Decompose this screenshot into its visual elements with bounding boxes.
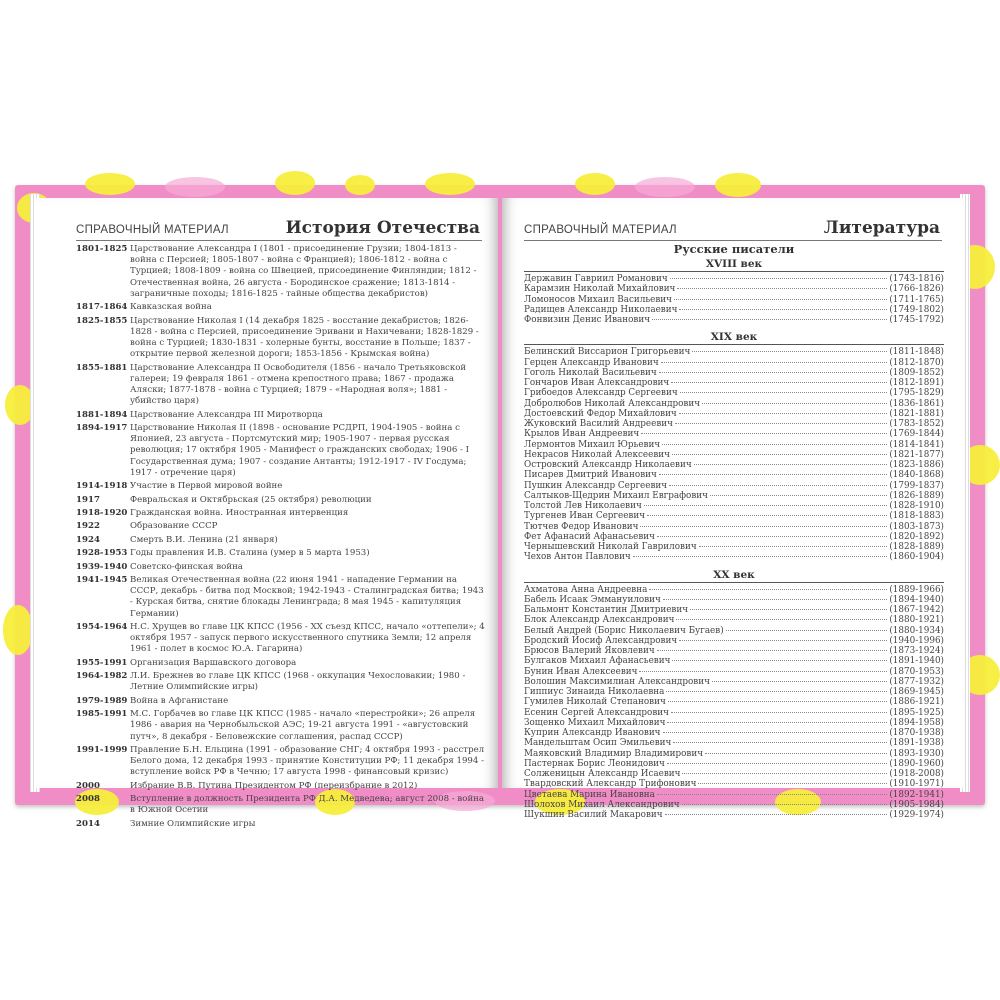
writer-name: Пушкин Александр Сергеевич	[524, 480, 668, 491]
history-date: 1941-1945	[76, 574, 128, 585]
dot-leader	[669, 485, 887, 486]
writer-years: (1860-1904)	[889, 552, 944, 563]
history-text: Вступление в должность Президента РФ Д.А. Медведева; август 2008 - война в Южной Осетии	[130, 794, 485, 816]
writer-name: Белый Андрей (Борис Николаевич Бугаев)	[524, 625, 724, 636]
dot-leader	[692, 351, 887, 352]
century-heading: XX век	[524, 569, 944, 583]
writer-row	[524, 738, 944, 748]
writer-years: (1818-1883)	[889, 511, 944, 522]
dot-leader	[640, 526, 887, 527]
left-page-header	[76, 212, 482, 241]
dot-leader	[633, 556, 888, 557]
writer-years: (1823-1886)	[889, 460, 944, 470]
writer-row	[524, 419, 944, 429]
writer-years: (1821-1881)	[889, 408, 944, 419]
century-heading: XVIII век	[524, 258, 944, 272]
writer-name: Белинский Виссарион Григорьевич	[524, 347, 691, 358]
right-page	[502, 198, 964, 820]
writer-years: (1803-1873)	[889, 521, 944, 532]
dot-leader	[682, 804, 888, 805]
writer-name: Блок Александр Александрович	[524, 615, 675, 626]
writer-row	[524, 429, 944, 439]
writer-row	[524, 800, 944, 810]
writer-row	[524, 470, 944, 480]
writer-row	[524, 378, 944, 388]
history-text: Кавказская война	[130, 302, 212, 313]
history-date: 1855-1881	[76, 362, 128, 373]
writer-name: Бунин Иван Алексеевич	[524, 666, 638, 677]
history-date: 2014	[76, 818, 100, 829]
writer-name: Бродский Иосиф Александрович	[524, 635, 678, 646]
writer-row	[524, 409, 944, 419]
history-date: 1918-1920	[76, 507, 128, 518]
writer-name: Жуковский Василий Андреевич	[524, 419, 673, 429]
writer-name: Тютчев Федор Иванович	[524, 521, 639, 532]
writer-row	[524, 790, 944, 800]
writer-row	[524, 749, 944, 759]
writer-row	[524, 347, 944, 357]
dot-leader	[657, 536, 887, 537]
history-date: 1954-1964	[76, 621, 128, 632]
writer-row	[524, 605, 944, 615]
writer-years: (1711-1765)	[889, 294, 944, 305]
history-text: Зимние Олимпийские игры	[130, 818, 256, 829]
dot-leader	[659, 474, 888, 475]
header-label: СПРАВОЧНЫЙ МАТЕРИАЛ	[76, 224, 229, 236]
dot-leader	[673, 742, 887, 743]
writer-name: Гоголь Николай Васильевич	[524, 367, 657, 378]
writer-name: Тургенев Иван Сергеевич	[524, 511, 646, 522]
writer-row	[524, 440, 944, 450]
history-row	[76, 794, 486, 816]
history-text: Война в Афганистане	[130, 695, 229, 706]
writer-years: (1826-1889)	[889, 490, 944, 501]
history-row	[76, 495, 486, 506]
writer-row	[524, 810, 944, 820]
writer-name: Гиппиус Зинаида Николаевна	[524, 687, 665, 697]
writer-row	[524, 552, 944, 562]
writer-name: Зощенко Михаил Михайлович	[524, 717, 666, 728]
writer-years: (1812-1891)	[889, 378, 944, 388]
writer-name: Островский Александр Николаевич	[524, 460, 692, 470]
writer-row	[524, 295, 944, 305]
dot-leader	[694, 464, 888, 465]
dot-leader	[668, 701, 888, 702]
history-text: Участие в Первой мировой войне	[130, 481, 283, 492]
writer-years: (1766-1826)	[889, 284, 944, 295]
writer-years: (1894-1940)	[889, 594, 944, 605]
writer-years: (1891-1938)	[889, 738, 944, 749]
history-date: 1914-1918	[76, 481, 128, 492]
writer-row	[524, 595, 944, 605]
dot-leader	[649, 589, 887, 590]
history-date: 1955-1991	[76, 657, 128, 668]
history-date: 1979-1989	[76, 695, 128, 706]
history-text: Избрание В.В. Путина Президентом РФ (переизбрание в 2012)	[130, 780, 418, 791]
history-date: 1924	[76, 534, 100, 545]
century-heading: XIX век	[524, 331, 944, 345]
writer-name: Толстой Лев Николаевич	[524, 501, 642, 511]
writer-name: Ахматова Анна Андреевна	[524, 584, 648, 595]
writer-years: (1811-1848)	[889, 347, 944, 358]
dot-leader	[676, 619, 887, 620]
history-text: Царствование Александра II Освободителя (1856 - начало Третьяковской галереи; 19 февраля 1861 - отмена крепостного права; 1867 - продажа Аляски; 1877-1878 - война с Турцией; 1879 - «Народная воля»; 1881 - убийство царя)	[130, 362, 467, 407]
history-date: 1922	[76, 521, 100, 532]
dot-leader	[670, 278, 888, 279]
history-text: Гражданская война. Иностранная интервенция	[130, 507, 349, 518]
writer-row	[524, 460, 944, 470]
writer-years: (1890-1960)	[889, 758, 944, 769]
history-date: 1917	[76, 494, 100, 505]
history-row	[76, 575, 486, 620]
history-row	[76, 658, 486, 669]
dot-leader	[672, 660, 887, 661]
writer-name: Достоевский Федор Михайлович	[524, 408, 677, 419]
writer-row	[524, 697, 944, 707]
history-date: 2008	[76, 794, 100, 805]
writer-years: (1873-1924)	[889, 646, 944, 656]
left-page	[36, 198, 498, 829]
history-row	[76, 316, 486, 361]
writer-years: (1880-1934)	[889, 625, 944, 636]
writer-name: Добролюбов Николай Александрович	[524, 398, 701, 409]
writer-name: Шолохов Михаил Александрович	[524, 799, 680, 810]
writer-years: (1886-1921)	[889, 697, 944, 708]
history-date: 1991-1999	[76, 744, 128, 755]
writer-row	[524, 481, 944, 491]
writer-years: (1769-1844)	[889, 429, 944, 440]
history-text: Царствование Николая II (1898 - основание РСДРП, 1904-1905 - война с Японией, 23 августа - Портсмутский мир; 1905-1907 - первая русская революция; 17 октября 1905 - Манифест о гражданских свободах; 1906 - I Государственная дума; 1907 - создание Антанты; 1912-1917 - IV Госдума; 1917 - отречение царя)	[130, 422, 470, 478]
dot-leader	[665, 814, 888, 815]
history-text: Смерть В.И. Ленина (21 января)	[130, 534, 278, 545]
writer-years: (1880-1921)	[889, 615, 944, 626]
history-date: 1881-1894	[76, 409, 128, 420]
writer-row	[524, 388, 944, 398]
dot-leader	[652, 319, 887, 320]
writer-years: (1877-1932)	[889, 676, 944, 687]
writer-years: (1814-1841)	[889, 439, 944, 450]
writer-row	[524, 542, 944, 552]
dot-leader	[705, 753, 887, 754]
writer-years: (1895-1925)	[889, 707, 944, 718]
writer-years: (1929-1974)	[889, 810, 944, 820]
writer-name: Фет Афанасий Афанасьевич	[524, 531, 655, 542]
dot-leader	[675, 423, 887, 424]
writer-row	[524, 585, 944, 595]
writer-row	[524, 399, 944, 409]
writer-name: Ломоносов Михаил Васильевич	[524, 294, 672, 305]
writer-name: Есенин Сергей Александрович	[524, 707, 669, 718]
history-date: 1825-1855	[76, 315, 128, 326]
dot-leader	[657, 794, 887, 795]
writer-years: (1820-1892)	[889, 531, 944, 542]
writer-name: Гончаров Иван Александрович	[524, 378, 670, 388]
history-timeline	[76, 244, 486, 832]
dot-leader	[680, 392, 888, 393]
writer-row	[524, 358, 944, 368]
history-date: 1964-1982	[76, 671, 128, 682]
writer-years: (1783-1852)	[889, 419, 944, 429]
writer-name: Карамзин Николай Михайлович	[524, 284, 676, 295]
writer-name: Лермонтов Михаил Юрьевич	[524, 439, 661, 450]
dot-leader	[682, 773, 887, 774]
writer-name: Салтыков-Щедрин Михаил Евграфович	[524, 490, 708, 501]
writer-row	[524, 718, 944, 728]
writer-years: (1889-1966)	[889, 584, 944, 595]
history-row	[76, 481, 486, 492]
writer-row	[524, 511, 944, 521]
history-row	[76, 562, 486, 573]
writer-name: Твардовский Александр Трифонович	[524, 779, 697, 790]
header-label: СПРАВОЧНЫЙ МАТЕРИАЛ	[524, 224, 677, 236]
writer-row	[524, 532, 944, 542]
dot-leader	[647, 515, 887, 516]
writer-name: Маяковский Владимир Владимирович	[524, 748, 704, 759]
dot-leader	[710, 495, 887, 496]
history-row	[76, 671, 486, 693]
history-date: 1928-1953	[76, 548, 128, 559]
writer-years: (1905-1984)	[889, 799, 944, 810]
writer-years: (1743-1816)	[889, 274, 944, 284]
dot-leader	[662, 444, 887, 445]
writer-row	[524, 626, 944, 636]
page-title: Литература	[823, 218, 940, 238]
history-text: Правление Б.Н. Ельцина (1991 - образование СНГ; 4 октября 1993 - расстрел Белого дома, 12 декабря 1993 - принятие Конституции РФ; 11 декабря 1994 - вступление войск РФ в Чечню; 17 августа 1998 - финансовый кризис)	[130, 744, 485, 778]
writer-row	[524, 315, 944, 325]
writer-name: Герцен Александр Иванович	[524, 357, 659, 368]
dot-leader	[661, 362, 888, 363]
dot-leader	[712, 681, 887, 682]
writer-years: (1893-1930)	[889, 748, 944, 759]
history-date: 1817-1864	[76, 302, 128, 313]
writer-years: (1894-1958)	[889, 717, 944, 728]
history-text: Н.С. Хрущев во главе ЦК КПСС (1956 - XX съезд КПСС, начало «оттепели»; 4 октября 1957 - запуск первого искусственного спутника Земли; 12 апреля 1961 - полет в космос Ю.А. Гагарина)	[130, 621, 485, 655]
history-row	[76, 696, 486, 707]
writer-row	[524, 284, 944, 294]
history-row	[76, 781, 486, 792]
writer-years: (1795-1829)	[889, 388, 944, 399]
dot-leader	[639, 671, 887, 672]
dot-leader	[672, 454, 887, 455]
history-text: Февральская и Октябрьская (25 октября) революции	[130, 494, 372, 505]
page-title: История Отечества	[285, 218, 480, 238]
writer-name: Волошин Максимилиан Александрович	[524, 676, 710, 687]
dot-leader	[667, 722, 887, 723]
writer-row	[524, 274, 944, 284]
history-text: Царствование Александра I (1801 - присоединение Грузии; 1804-1813 - война с Персией; 1805-1807 - война с Францией); 1806-1812 - война с Турцией; 1808-1809 - война со Швецией, присоединение Финляндии; 1812 - Отечественная война, 26 августа - Бородинское сражение; 1813-1814 - заграничные походы; 1816-1825 - тайные общества декабристов)	[130, 244, 477, 299]
history-row	[76, 508, 486, 519]
writer-row	[524, 501, 944, 511]
writer-years: (1809-1852)	[889, 367, 944, 378]
writer-row	[524, 646, 944, 656]
dot-leader	[726, 630, 888, 631]
history-date: 2000	[76, 780, 100, 791]
section-title: Русские писатели	[673, 242, 795, 256]
history-row	[76, 548, 486, 559]
writer-name: Некрасов Николай Алексеевич	[524, 449, 670, 460]
writer-row	[524, 779, 944, 789]
writer-name: Фонвизин Денис Иванович	[524, 315, 651, 325]
writer-name: Солженицын Александр Исаевич	[524, 769, 681, 779]
writer-name: Шукшин Василий Макарович	[524, 810, 663, 820]
dot-leader	[698, 783, 887, 784]
writer-row	[524, 708, 944, 718]
writer-row	[524, 491, 944, 501]
writer-row	[524, 769, 944, 779]
writer-name: Радищев Александр Николаевич	[524, 304, 678, 315]
writer-row	[524, 615, 944, 625]
writer-name: Чернышевский Николай Гаврилович	[524, 542, 697, 552]
dot-leader	[679, 640, 887, 641]
history-row	[76, 521, 486, 532]
writer-years: (1892-1941)	[889, 789, 944, 800]
writer-name: Брюсов Валерий Яковлевич	[524, 646, 655, 656]
writer-row	[524, 687, 944, 697]
writer-row	[524, 759, 944, 769]
history-date: 1801-1825	[76, 244, 128, 254]
dot-leader	[671, 712, 887, 713]
history-date: 1985-1991	[76, 709, 128, 720]
dot-leader	[667, 763, 888, 764]
history-text: Образование СССР	[130, 521, 218, 532]
writer-name: Куприн Александр Иванович	[524, 728, 661, 738]
dot-leader	[702, 403, 887, 404]
writer-row	[524, 305, 944, 315]
history-row	[76, 244, 486, 300]
history-text: М.С. Горбачев во главе ЦК КПСС (1985 - начало «перестройки»; 26 апреля 1986 - авария на Чернобыльской АЭС; 19-21 августа 1991 - «августовский путч», 8 декабря - Беловежские соглашения, распад СССР)	[130, 709, 476, 742]
writer-name: Чехов Антон Павлович	[524, 552, 631, 563]
dot-leader	[641, 433, 887, 434]
writer-years: (1869-1945)	[889, 687, 944, 697]
writer-years: (1891-1940)	[889, 656, 944, 667]
dot-leader	[677, 288, 887, 289]
history-text: Великая Отечественная война (22 июня 1941 - нападение Германии на СССР, декабрь - битва под Москвой; 1942-1943 - Сталинградская битва; 1943 - Курская битва, снятие блокады Ленинграда; 8 мая 1945 - капитуляция Германии)	[130, 574, 484, 619]
dot-leader	[679, 413, 888, 414]
writer-years: (1745-1792)	[889, 315, 944, 325]
history-row	[76, 535, 486, 546]
writer-row	[524, 667, 944, 677]
dot-leader	[679, 309, 887, 310]
dot-leader	[644, 505, 888, 506]
writer-years: (1821-1877)	[889, 449, 944, 460]
writer-years: (1840-1868)	[889, 470, 944, 481]
history-date: 1939-1940	[76, 561, 128, 572]
writer-years: (1828-1889)	[889, 542, 944, 552]
writer-row	[524, 728, 944, 738]
history-row	[76, 363, 486, 408]
history-row	[76, 819, 486, 830]
history-row	[76, 709, 486, 743]
history-text: Годы правления И.В. Сталина (умер в 5 марта 1953)	[130, 548, 370, 559]
history-row	[76, 423, 486, 479]
history-text: Царствование Николая I (14 декабря 1825 - восстание декабристов; 1826-1828 - война с Персией, присоединение Эривани и Нахичевани; 1828-1829 - война с Турцией; 1830-1831 - холерные бунты, восстание в Польше; 1837 - открытие первой железной дороги; 1853-1856 - Крымская война)	[130, 315, 479, 360]
writer-name: Грибоедов Александр Сергеевич	[524, 388, 678, 399]
writer-name: Бальмонт Константин Дмитриевич	[524, 605, 689, 615]
writer-row	[524, 677, 944, 687]
writer-name: Писарев Дмитрий Иванович	[524, 470, 657, 481]
history-text: Советско-финская война	[130, 561, 243, 572]
dot-leader	[671, 382, 887, 383]
writer-name: Булгаков Михаил Афанасьевич	[524, 656, 671, 667]
writer-name: Цветаева Марина Ивановна	[524, 789, 655, 800]
writer-years: (1812-1870)	[889, 357, 944, 368]
history-text: Организация Варшавского договора	[130, 657, 297, 668]
dot-leader	[659, 372, 888, 373]
writer-years: (1910-1971)	[889, 779, 944, 790]
writer-name: Гумилев Николай Степанович	[524, 697, 666, 708]
history-date: 1894-1917	[76, 422, 128, 433]
writer-name: Державин Гавриил Романович	[524, 274, 668, 284]
dot-leader	[663, 599, 888, 600]
history-row	[76, 622, 486, 656]
writer-row	[524, 656, 944, 666]
history-text: Царствование Александра III Миротворца	[130, 409, 323, 420]
dot-leader	[657, 650, 888, 651]
writer-row	[524, 636, 944, 646]
writer-years: (1870-1953)	[889, 666, 944, 677]
dot-leader	[663, 732, 888, 733]
writer-row	[524, 368, 944, 378]
writers-list	[524, 242, 944, 820]
writer-years: (1918-2008)	[889, 769, 944, 779]
writer-years: (1940-1996)	[889, 635, 944, 646]
dot-leader	[666, 691, 887, 692]
history-text: Л.И. Брежнев во главе ЦК КПСС (1968 - оккупация Чехословакии; 1980 - Летние Олимпийские игры)	[130, 671, 466, 693]
writer-years: (1799-1837)	[889, 480, 944, 491]
right-page-header	[524, 212, 942, 241]
history-row	[76, 745, 486, 779]
writer-years: (1828-1910)	[889, 501, 944, 511]
writer-name: Крылов Иван Андреевич	[524, 429, 640, 440]
writer-name: Пастернак Борис Леонидович	[524, 758, 665, 769]
dot-leader	[699, 546, 888, 547]
writer-years: (1836-1861)	[889, 398, 944, 409]
writer-years: (1749-1802)	[889, 304, 944, 315]
history-row	[76, 302, 486, 313]
writer-years: (1870-1938)	[889, 728, 944, 738]
writer-years: (1867-1942)	[889, 605, 944, 615]
dot-leader	[674, 299, 887, 300]
history-row	[76, 410, 486, 421]
dot-leader	[690, 609, 887, 610]
writer-row	[524, 522, 944, 532]
writer-row	[524, 450, 944, 460]
writer-name: Мандельштам Осип Эмильевич	[524, 738, 672, 749]
writer-name: Бабель Исаак Эммануилович	[524, 594, 661, 605]
